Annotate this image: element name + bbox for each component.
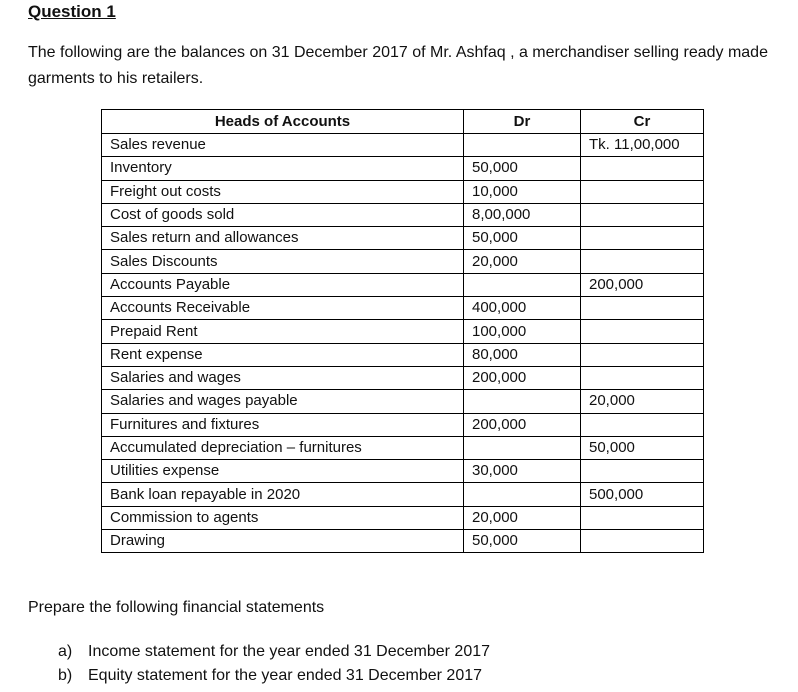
task-text: Equity statement for the year ended 31 December 2017 <box>88 667 483 684</box>
cell-dr: 200,000 <box>464 413 581 436</box>
table-row <box>102 273 704 296</box>
task-label: b) <box>58 667 73 684</box>
table-row <box>102 180 704 203</box>
cell-account: Bank loan repayable in 2020 <box>102 483 464 506</box>
table-row <box>102 134 704 157</box>
cell-account: Accounts Receivable <box>102 297 464 320</box>
prepare-instruction: Prepare the following financial statements <box>28 599 325 616</box>
table-row <box>102 366 704 389</box>
header-dr: Dr <box>464 110 581 134</box>
cell-cr <box>581 203 704 226</box>
cell-cr <box>581 227 704 250</box>
cell-dr <box>464 436 581 459</box>
cell-account: Utilities expense <box>102 460 464 483</box>
table-row <box>102 530 704 553</box>
cell-account: Accumulated depreciation – furnitures <box>102 436 464 459</box>
cell-dr: 80,000 <box>464 343 581 366</box>
table-header-row <box>102 110 704 134</box>
cell-dr: 50,000 <box>464 530 581 553</box>
header-cr: Cr <box>581 110 704 134</box>
cell-account: Freight out costs <box>102 180 464 203</box>
task-item <box>58 664 490 688</box>
cell-dr <box>464 273 581 296</box>
cell-account: Prepaid Rent <box>102 320 464 343</box>
table-row <box>102 343 704 366</box>
cell-dr: 50,000 <box>464 227 581 250</box>
table-row <box>102 413 704 436</box>
cell-account: Commission to agents <box>102 506 464 529</box>
cell-cr <box>581 157 704 180</box>
cell-cr <box>581 297 704 320</box>
task-text: Income statement for the year ended 31 December 2017 <box>88 643 491 660</box>
task-label: a) <box>58 643 73 660</box>
table-row <box>102 203 704 226</box>
cell-cr <box>581 530 704 553</box>
cell-account: Cost of goods sold <box>102 203 464 226</box>
intro-paragraph: The following are the balances on 31 December 2017 of Mr. Ashfaq , a merchandiser selling ready made garments to his retailers. <box>28 44 768 87</box>
cell-dr: 100,000 <box>464 320 581 343</box>
table-row <box>102 460 704 483</box>
table-row <box>102 436 704 459</box>
cell-account: Sales revenue <box>102 134 464 157</box>
cell-cr <box>581 413 704 436</box>
cell-account: Sales Discounts <box>102 250 464 273</box>
cell-dr: 50,000 <box>464 157 581 180</box>
cell-dr: 8,00,000 <box>464 203 581 226</box>
cell-dr: 20,000 <box>464 506 581 529</box>
table-row <box>102 390 704 413</box>
cell-cr <box>581 180 704 203</box>
cell-dr: 20,000 <box>464 250 581 273</box>
cell-dr: 200,000 <box>464 366 581 389</box>
cell-dr: 10,000 <box>464 180 581 203</box>
cell-cr <box>581 460 704 483</box>
table-row <box>102 320 704 343</box>
table-body <box>102 134 704 553</box>
table-row <box>102 227 704 250</box>
cell-cr: 200,000 <box>581 273 704 296</box>
table-row <box>102 506 704 529</box>
cell-account: Sales return and allowances <box>102 227 464 250</box>
table-row <box>102 483 704 506</box>
table-row <box>102 157 704 180</box>
cell-dr: 30,000 <box>464 460 581 483</box>
cell-cr: 20,000 <box>581 390 704 413</box>
cell-cr: 50,000 <box>581 436 704 459</box>
cell-cr: 500,000 <box>581 483 704 506</box>
cell-dr: 400,000 <box>464 297 581 320</box>
table-row <box>102 250 704 273</box>
cell-cr <box>581 506 704 529</box>
cell-account: Accounts Payable <box>102 273 464 296</box>
cell-dr <box>464 483 581 506</box>
cell-cr <box>581 320 704 343</box>
task-item <box>58 640 490 664</box>
table-row <box>102 297 704 320</box>
cell-cr: Tk. 11,00,000 <box>581 134 704 157</box>
cell-account: Inventory <box>102 157 464 180</box>
cell-cr <box>581 250 704 273</box>
question-title: Question 1 <box>28 2 116 21</box>
header-heads-of-accounts: Heads of Accounts <box>102 110 464 134</box>
cell-account: Salaries and wages payable <box>102 390 464 413</box>
accounts-table <box>101 109 704 553</box>
cell-dr <box>464 134 581 157</box>
task-list <box>58 640 490 688</box>
cell-cr <box>581 366 704 389</box>
cell-cr <box>581 343 704 366</box>
cell-account: Drawing <box>102 530 464 553</box>
cell-account: Furnitures and fixtures <box>102 413 464 436</box>
cell-account: Salaries and wages <box>102 366 464 389</box>
cell-account: Rent expense <box>102 343 464 366</box>
cell-dr <box>464 390 581 413</box>
